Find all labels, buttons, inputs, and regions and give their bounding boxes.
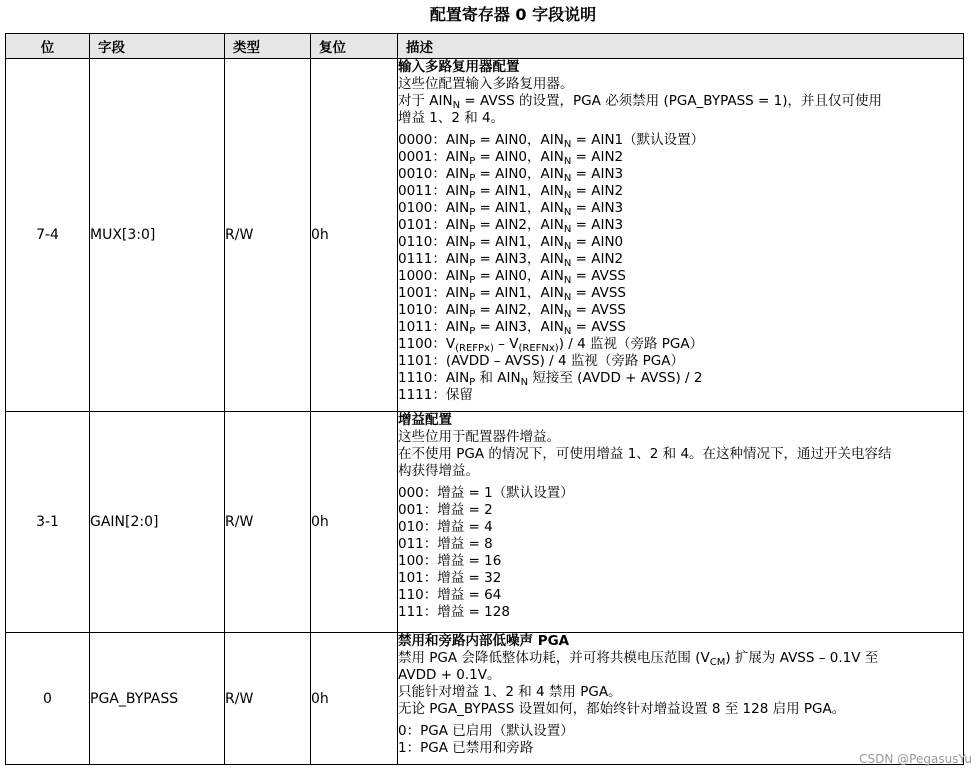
cell-type: R/W [225,633,311,765]
cell-field: PGA_BYPASS [90,633,225,765]
gain-option: 000：增益 = 1（默认设置） [398,485,574,501]
desc-line: AVDD + 0.1V。 [398,667,501,683]
desc-line: 构获得增益。 [398,463,479,479]
mux-option: 1100：$V_{(REFPx)} - V_{(REFNx)}) / 4$ 监视（旁路 PGA） [398,336,704,354]
table-title: 配置寄存器 0 字段说明 [429,5,597,24]
desc-line: 在不使用 PGA 的情况下，可使用增益 1、2 和 4。在这种情况下，通过开关电容结 [398,446,892,462]
desc-line: 无论 PGA_BYPASS 设置如何，都始终针对增益设置 8 至 128 启用 PGA。 [398,701,846,717]
mux-option: 0100：$AIN_P = AIN1$，$AIN_N = AIN3$ [398,200,624,218]
gain-option: 010：增益 = 4 [398,519,493,535]
header-field: 字段 [90,34,225,59]
mux-option: 1111：保留 [398,387,473,403]
mux-option: 0010：$AIN_P = AIN0$，$AIN_N = AIN3$ [398,166,624,184]
table-row-mux [6,59,964,412]
mux-option: 1011：$AIN_P = AIN3$，$AIN_N$ = AVSS [398,319,626,337]
cell-bit: 3-1 [6,412,90,633]
mux-option: 0001：$AIN_P = AIN0$，$AIN_N = AIN2$ [398,149,624,167]
desc-line: 只能针对增益 1、2 和 4 禁用 PGA。 [398,684,622,700]
mux-option: 0110：$AIN_P = AIN1$，$AIN_N = AIN0$ [398,234,624,252]
table-row-pga-bypass [6,633,964,765]
mux-option: 1001：$AIN_P = AIN1$，$AIN_N$ = AVSS [398,285,626,303]
register-field-table [5,33,964,765]
cell-field: MUX[3:0] [90,59,225,412]
table-row-gain [6,412,964,633]
mux-option: 1110：$AIN_P$ 和 $AIN_N$ 短接至 (AVDD + AVSS) / 2 [398,370,703,388]
mux-option: 0111：$AIN_P = AIN3$，$AIN_N = AIN2$ [398,251,624,269]
mux-option: 0101：$AIN_P = AIN2$，$AIN_N = AIN3$ [398,217,624,235]
cell-bit: 0 [6,633,90,765]
gain-option: 001：增益 = 2 [398,502,493,518]
gain-option: 111：增益 = 128 [398,604,510,620]
cell-type: R/W [225,59,311,412]
gain-option: 100：增益 = 16 [398,553,502,569]
header-bit: 位 [6,34,90,59]
mux-option: 0000：$AIN_P = AIN0$，$AIN_N = AIN1$（默认设置） [398,132,705,150]
bypass-option: 1：PGA 已禁用和旁路 [398,740,534,756]
cell-description [398,633,964,765]
mux-option: 0011：$AIN_P = AIN1$，$AIN_N = AIN2$ [398,183,624,201]
cell-description [398,59,964,412]
header-reset: 复位 [311,34,398,59]
cell-reset: 0h [311,633,398,765]
gain-option: 110：增益 = 64 [398,587,502,603]
header-type: 类型 [225,34,311,59]
mux-option: 1101：(AVDD – AVSS) / 4 监视（旁路 PGA） [398,353,685,369]
mux-option: 1010：$AIN_P = AIN2$，$AIN_N$ = AVSS [398,302,626,320]
cell-bit: 7-4 [6,59,90,412]
desc-heading: 增益配置 [398,412,452,428]
cell-description [398,412,964,633]
desc-line: 这些位用于配置器件增益。 [398,429,560,445]
desc-line: 增益 1、2 和 4。 [398,110,505,126]
gain-option: 101：增益 = 32 [398,570,502,586]
cell-reset: 0h [311,412,398,633]
cell-reset: 0h [311,59,398,412]
bypass-option: 0：PGA 已启用（默认设置） [398,723,574,739]
table-header-row [6,34,964,59]
cell-type: R/W [225,412,311,633]
desc-line: 禁用 PGA 会降低整体功耗，并可将共模电压范围 $(V_{CM})$ 扩展为 AVSS – 0.1V 至 [398,650,879,668]
header-description: 描述 [398,34,964,59]
desc-line: 这些位配置输入多路复用器。 [398,76,574,92]
desc-line: 对于 $AIN_N$ = AVSS 的设置，PGA 必须禁用 (PGA_BYPASS = 1)，并且仅可使用 [398,93,882,111]
desc-heading: 禁用和旁路内部低噪声 PGA [398,633,570,649]
mux-option-list [398,132,963,336]
desc-heading: 输入多路复用器配置 [398,59,520,75]
watermark: CSDN @PegasusYu [859,752,972,766]
gain-option: 011：增益 = 8 [398,536,493,552]
cell-field: GAIN[2:0] [90,412,225,633]
mux-option: 1000：$AIN_P = AIN0$，$AIN_N$ = AVSS [398,268,626,286]
